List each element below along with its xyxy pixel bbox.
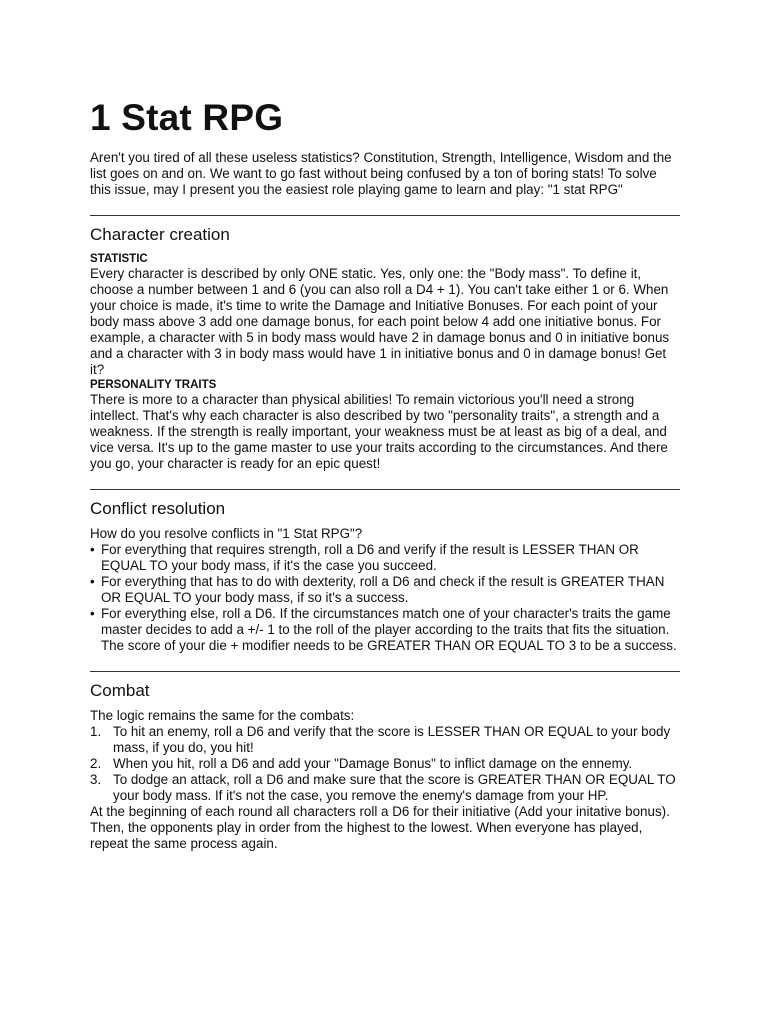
page-title: 1 Stat RPG bbox=[90, 97, 284, 138]
number-marker: 1. bbox=[90, 724, 102, 739]
list-item-text: When you hit, roll a D6 and add your "Damage Bonus" to inflict damage on the ennemy. bbox=[113, 756, 633, 771]
list-item-text: For everything else, roll a D6. If the circumstances match one of your character's traits the game master decides to add a +/- 1 to the roll of the player according to the traits that fits the situation. The score of your die + modifier needs to be GREATER THAN OR EQUAL TO 3 to be a success. bbox=[101, 606, 677, 653]
number-marker: 3. bbox=[90, 772, 102, 787]
intro-paragraph: Aren't you tired of all these useless statistics? Constitution, Strength, Intelligence, Wisdom and the list goes on and on. We want to go fast without being confused by a ton of boring stats! To solve this issue, may I present you the easiest role playing game to learn and play: "1 stat RPG" bbox=[90, 150, 672, 197]
subheading-personality-traits: PERSONALITY TRAITS bbox=[90, 379, 217, 391]
section-heading-character-creation: Character creation bbox=[90, 225, 230, 244]
bullet-marker: • bbox=[90, 574, 95, 589]
list-item-text: To hit an enemy, roll a D6 and verify that the score is LESSER THAN OR EQUAL to your body mass, if you do, you hit! bbox=[113, 724, 671, 755]
list-item bbox=[90, 542, 680, 574]
list-item-text: For everything that requires strength, roll a D6 and verify if the result is LESSER THAN OR EQUAL TO your body mass, if it's the case you succeed. bbox=[101, 542, 639, 573]
list-item bbox=[90, 756, 680, 772]
combat-list bbox=[90, 724, 680, 804]
statistic-paragraph: Every character is described by only ONE static. Yes, only one: the "Body mass". To define it, choose a number between 1 and 6 (you can also roll a D4 + 1). You can't take either 1 or 6. When your choice is made, it's time to write the Damage and Initiative Bonuses. For each point of your body mass above 3 add one damage bonus, for each point below 4 add one initiative bonus. For example, a character with 5 in body mass would have 2 in damage bonus and 0 in initiative bonus and a character with 3 in body mass would have 1 in initiative bonus and 0 in damage bonus! Get it? bbox=[90, 266, 670, 377]
section-character-creation bbox=[90, 215, 680, 472]
section-heading-combat: Combat bbox=[90, 681, 150, 700]
list-item-text: For everything that has to do with dexterity, roll a D6 and check if the result is GREATER THAN OR EQUAL TO your body mass, if so it's a success. bbox=[101, 574, 665, 605]
list-item bbox=[90, 724, 680, 756]
bullet-marker: • bbox=[90, 606, 95, 621]
section-heading-conflict-resolution: Conflict resolution bbox=[90, 499, 226, 518]
section-conflict-resolution bbox=[90, 489, 680, 654]
combat-closing-paragraph: At the beginning of each round all characters roll a D6 for their initiative (Add your initative bonus). Then, the opponents play in order from the highest to the lowest. When everyone has played, repeat the same process again. bbox=[90, 804, 670, 851]
list-item-text: To dodge an attack, roll a D6 and make sure that the score is GREATER THAN OR EQUAL TO your body mass. If it's not the case, you remove the enemy's damage from your HP. bbox=[113, 772, 676, 803]
conflict-list bbox=[90, 542, 680, 654]
number-marker: 2. bbox=[90, 756, 102, 771]
bullet-marker: • bbox=[90, 542, 95, 557]
combat-lead: The logic remains the same for the combats: bbox=[90, 708, 355, 723]
list-item bbox=[90, 574, 680, 606]
list-item bbox=[90, 772, 680, 804]
list-item bbox=[90, 606, 680, 654]
personality-traits-paragraph: There is more to a character than physical abilities! To remain victorious you'll need a strong intellect. That's why each character is also described by two "personality traits", a strength and a weakness. If the strength is really important, your weakness must be at least as big of a deal, and vice versa. It's up to the game master to use your traits according to the circumstances. And there you go, your character is ready for an epic quest! bbox=[90, 392, 668, 471]
subheading-statistic: STATISTIC bbox=[90, 253, 148, 265]
section-combat bbox=[90, 671, 680, 852]
conflict-lead: How do you resolve conflicts in "1 Stat RPG"? bbox=[90, 526, 363, 541]
